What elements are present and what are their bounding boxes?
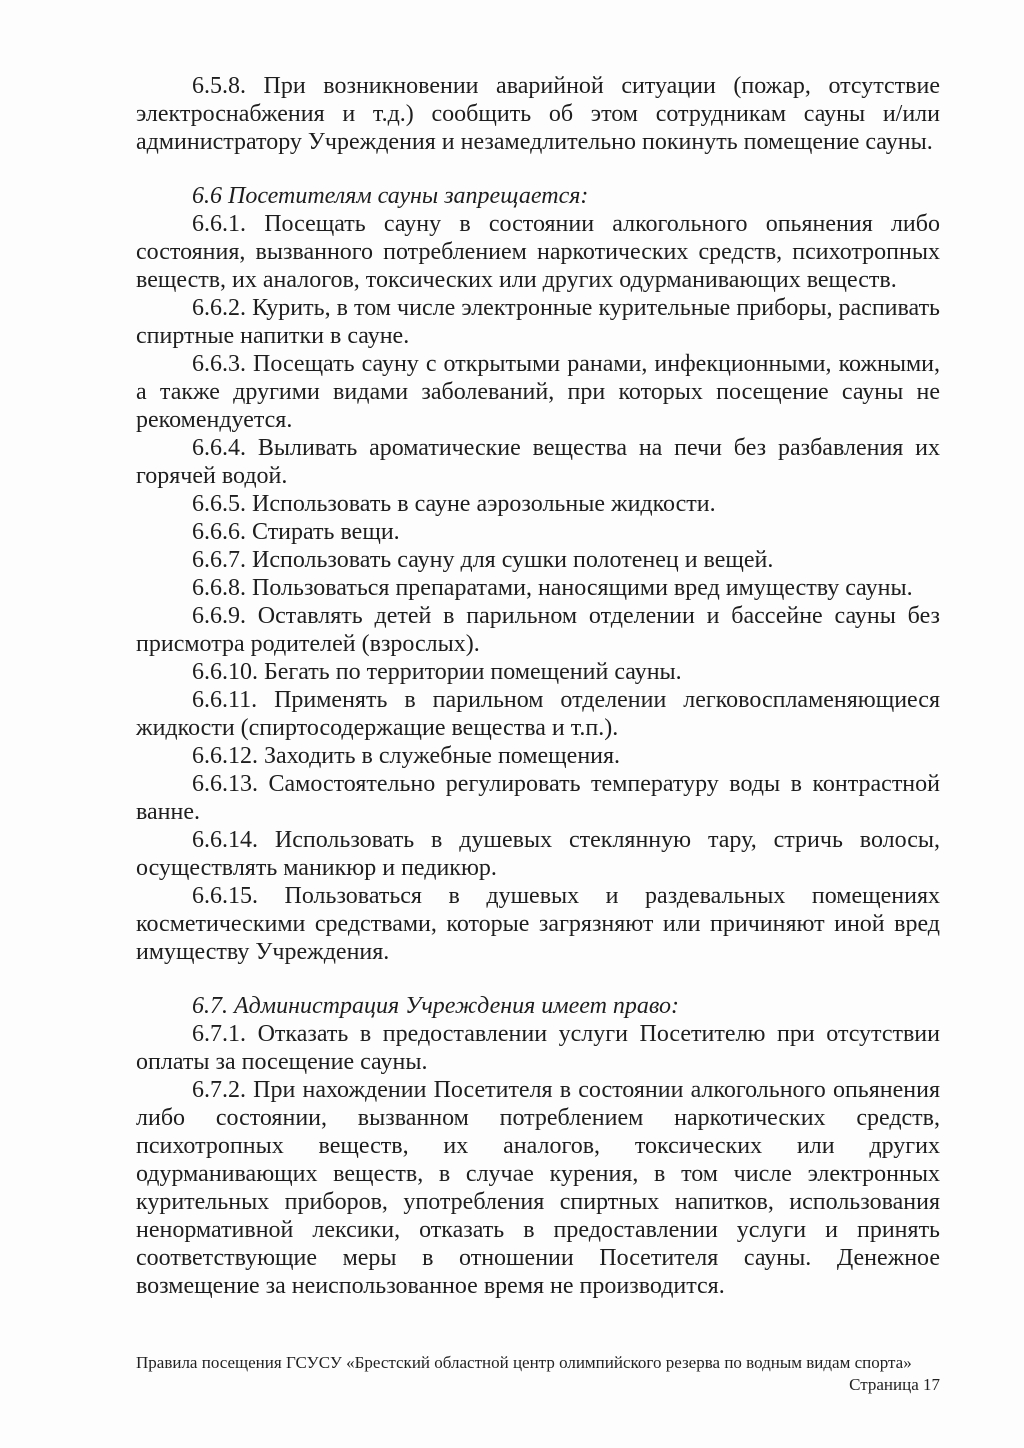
page-footer	[136, 1352, 940, 1396]
heading-6-6: 6.6 Посетителям сауны запрещается:	[192, 183, 589, 209]
item-6-6-7: 6.6.7. Использовать сауну для сушки полотенец и вещей.	[192, 547, 774, 573]
item-6-7-2: 6.7.2. При нахождении Посетителя в состоянии алкогольного опьянения либо состоянии, вызванном потреблением наркотических средств, психотропных веществ, их аналогов, токсических или других одурманивающих веществ, в случае курения, в том числе электронных курительных приборов, употребления спиртных напитков, использования ненормативной лексики, отказать в предоставлении услуги и принять соответствующие меры в отношении Посетителя сауны. Денежное возмещение за неиспользованное время не производится.	[136, 1077, 940, 1299]
item-6-6-14: 6.6.14. Использовать в душевых стеклянную тару, стричь волосы, осуществлять маникюр и педикюр.	[136, 827, 940, 881]
item-6-6-13: 6.6.13. Самостоятельно регулировать температуру воды в контрастной ванне.	[136, 771, 940, 825]
item-6-6-4: 6.6.4. Выливать ароматические вещества на печи без разбавления их горячей водой.	[136, 435, 940, 489]
section-spacer	[136, 966, 940, 992]
item-6-5-8: 6.5.8. При возникновении аварийной ситуации (пожар, отсутствие электроснабжения и т.д.) сообщить об этом сотрудникам сауны и/или администратору Учреждения и незамедлительно покинуть помещение сауны.	[136, 73, 940, 155]
item-6-6-1: 6.6.1. Посещать сауну в состоянии алкогольного опьянения либо состояния, вызванного потреблением наркотических средств, психотропных веществ, их аналогов, токсических или других одурманивающих веществ.	[136, 211, 940, 293]
item-6-7-1: 6.7.1. Отказать в предоставлении услуги Посетителю при отсутствии оплаты за посещение сауны.	[136, 1021, 940, 1075]
item-6-6-8: 6.6.8. Пользоваться препаратами, наносящими вред имуществу сауны.	[192, 575, 913, 601]
item-6-6-11: 6.6.11. Применять в парильном отделении легковоспламеняющиеся жидкости (спиртосодержащие вещества и т.п.).	[136, 687, 940, 741]
item-6-6-5: 6.6.5. Использовать в сауне аэрозольные жидкости.	[192, 491, 716, 517]
item-6-6-9: 6.6.9. Оставлять детей в парильном отделении и бассейне сауны без присмотра родителей (взрослых).	[136, 603, 940, 657]
item-6-6-6: 6.6.6. Стирать вещи.	[192, 519, 400, 545]
item-6-6-12: 6.6.12. Заходить в служебные помещения.	[192, 743, 621, 769]
section-spacer	[136, 156, 940, 182]
item-6-6-2: 6.6.2. Курить, в том числе электронные курительные приборы, распивать спиртные напитки в сауне.	[136, 295, 940, 349]
footer-title: Правила посещения ГСУСУ «Брестский областной центр олимпийского резерва по водным видам спорта»	[136, 1353, 912, 1372]
item-6-6-3: 6.6.3. Посещать сауну с открытыми ранами, инфекционными, кожными, а также другими видами заболеваний, при которых посещение сауны не рекомендуется.	[136, 351, 940, 433]
document-body	[136, 72, 940, 1300]
heading-6-7: 6.7. Администрация Учреждения имеет право:	[192, 993, 680, 1019]
page-number: Страница 17	[849, 1375, 940, 1394]
item-6-6-10: 6.6.10. Бегать по территории помещений сауны.	[192, 659, 682, 685]
item-6-6-15: 6.6.15. Пользоваться в душевых и раздевальных помещениях косметическими средствами, которые загрязняют или причиняют иной вред имуществу Учреждения.	[136, 883, 940, 965]
